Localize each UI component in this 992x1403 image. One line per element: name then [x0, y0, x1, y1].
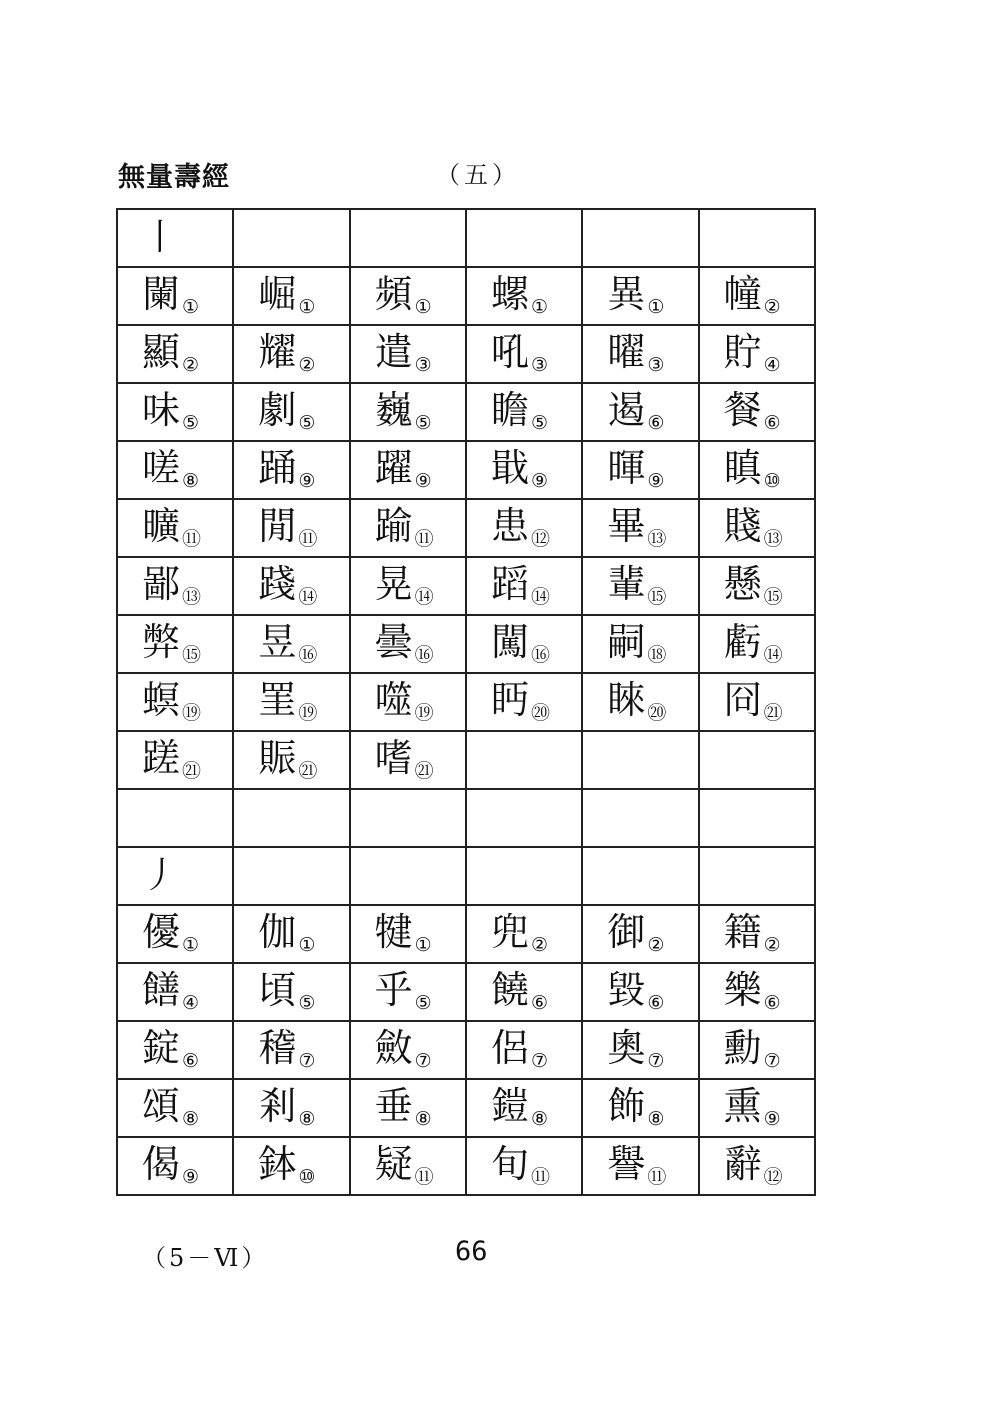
character: 瞋	[723, 446, 762, 491]
table-cell	[466, 209, 582, 267]
character: 犍	[374, 910, 413, 955]
table-cell	[582, 1021, 698, 1079]
table-cell	[699, 209, 815, 267]
character: 嗣	[607, 620, 646, 665]
table-cell	[233, 1079, 349, 1137]
table-cell	[699, 673, 815, 731]
table-cell	[582, 1079, 698, 1137]
table-cell	[350, 963, 466, 1021]
character-table	[116, 208, 816, 1196]
table-cell	[117, 325, 233, 383]
character: 乎	[374, 968, 413, 1013]
table-cell	[350, 905, 466, 963]
table-cell	[582, 441, 698, 499]
character: 譽	[607, 1142, 646, 1187]
table-cell	[466, 383, 582, 441]
table-row	[117, 673, 815, 731]
table-row	[117, 267, 815, 325]
table-cell	[582, 731, 698, 789]
character: 睞	[607, 678, 646, 723]
footnote-number: ㉑	[298, 759, 318, 782]
character: 兜	[490, 910, 529, 955]
character: 螺	[490, 272, 529, 317]
character: 躍	[374, 446, 413, 491]
character: 畢	[607, 504, 646, 549]
footnote-number: ⑥	[182, 1049, 200, 1072]
character: 偈	[142, 1142, 181, 1187]
character: 噬	[374, 678, 413, 723]
character: 飾	[607, 1084, 646, 1129]
footnote-number: ⑧	[414, 1107, 432, 1130]
table-cell	[466, 673, 582, 731]
table-cell	[699, 963, 815, 1021]
character: 遣	[374, 330, 413, 375]
character: 弊	[142, 620, 181, 665]
table-cell	[233, 557, 349, 615]
page-number: 66	[455, 1236, 488, 1267]
table-cell	[699, 615, 815, 673]
table-cell	[582, 383, 698, 441]
footnote-number: ⑧	[298, 1107, 316, 1130]
footnote-number: ⑭	[298, 585, 318, 608]
footnote-number: ①	[414, 933, 432, 956]
table-cell	[699, 789, 815, 847]
table-cell	[350, 1137, 466, 1195]
footnote-number: ③	[647, 353, 665, 376]
table-cell	[233, 267, 349, 325]
footnote-number: ⑧	[182, 469, 200, 492]
table-cell	[699, 325, 815, 383]
table-cell	[350, 209, 466, 267]
book-title: 無量壽經	[118, 162, 230, 193]
character: 賤	[723, 504, 762, 549]
character: 毀	[607, 968, 646, 1013]
character: 蹈	[490, 562, 529, 607]
character: 吼	[490, 330, 529, 375]
table-cell	[117, 209, 233, 267]
table-row	[117, 789, 815, 847]
table-cell	[233, 789, 349, 847]
character: 顯	[142, 330, 181, 375]
character: 勳	[723, 1026, 762, 1071]
character: 患	[490, 504, 529, 549]
table-cell	[466, 1137, 582, 1195]
footnote-number: ②	[298, 353, 316, 376]
footnote-number: ⑯	[414, 643, 434, 666]
table-cell	[699, 267, 815, 325]
character: 頌	[142, 1084, 181, 1129]
table-cell	[117, 1021, 233, 1079]
footnote-number: ⑨	[531, 469, 549, 492]
table-cell	[582, 905, 698, 963]
table-cell	[117, 267, 233, 325]
footnote-number: ⑤	[531, 411, 549, 434]
footnote-number: ⑨	[647, 469, 665, 492]
table-cell	[117, 905, 233, 963]
table-row	[117, 1079, 815, 1137]
footnote-number: ⑲	[298, 701, 318, 724]
footnote-number: ②	[647, 933, 665, 956]
footnote-number: ①	[182, 295, 200, 318]
character: 斂	[374, 1026, 413, 1071]
character: 踐	[258, 562, 297, 607]
character: 鉢	[258, 1142, 297, 1187]
character: 晃	[374, 562, 413, 607]
table-cell	[350, 847, 466, 905]
character: 鎧	[490, 1084, 529, 1129]
footnote-number: ①	[414, 295, 432, 318]
footnote-number: ⑮	[763, 585, 783, 608]
footnote-number: ⑩	[763, 469, 781, 492]
table-cell	[233, 383, 349, 441]
table-cell	[582, 267, 698, 325]
footnote-number: ⑥	[763, 411, 781, 434]
footnote-number: ⑪	[531, 1165, 551, 1188]
table-cell	[582, 789, 698, 847]
table-cell	[699, 731, 815, 789]
character: 曠	[142, 504, 181, 549]
table-cell	[466, 615, 582, 673]
character: 冏	[723, 678, 762, 723]
footer-code: （5－Ⅵ）	[142, 1244, 269, 1272]
footnote-number: ⑦	[298, 1049, 316, 1072]
character: 昱	[258, 620, 297, 665]
table-row	[117, 441, 815, 499]
table-cell	[466, 267, 582, 325]
table-cell	[466, 557, 582, 615]
table-cell	[117, 1137, 233, 1195]
footnote-number: ⑧	[647, 1107, 665, 1130]
table-cell	[117, 499, 233, 557]
table-cell	[350, 789, 466, 847]
character: 闌	[142, 272, 181, 317]
table-cell	[466, 499, 582, 557]
footnote-number: ①	[182, 933, 200, 956]
character: 鄙	[142, 562, 181, 607]
table-cell	[117, 789, 233, 847]
table-cell	[582, 499, 698, 557]
table-cell	[233, 1137, 349, 1195]
footnote-number: ⑨	[414, 469, 432, 492]
footnote-number: ⑨	[763, 1107, 781, 1130]
footnote-number: ⑯	[531, 643, 551, 666]
character: 頃	[258, 968, 297, 1013]
character: 剎	[258, 1084, 297, 1129]
table-cell	[582, 963, 698, 1021]
character: 遏	[607, 388, 646, 433]
footnote-number: ⑫	[531, 527, 551, 550]
table-cell	[233, 1021, 349, 1079]
character: 幢	[723, 272, 762, 317]
character: 饍	[142, 968, 181, 1013]
character: 侶	[490, 1026, 529, 1071]
table-cell	[350, 673, 466, 731]
table-cell	[117, 847, 233, 905]
character: 罣	[258, 678, 297, 723]
table-cell	[582, 325, 698, 383]
footnote-number: ⑪	[414, 527, 434, 550]
footnote-number: ⑤	[182, 411, 200, 434]
character: 旬	[490, 1142, 529, 1187]
footnote-number: ⑥	[647, 991, 665, 1014]
character: 劇	[258, 388, 297, 433]
table-row	[117, 325, 815, 383]
footnote-number: ⑪	[647, 1165, 667, 1188]
character: 御	[607, 910, 646, 955]
footnote-number: ⑲	[414, 701, 434, 724]
footnote-number: ⑫	[763, 1165, 783, 1188]
footnote-number: ㉑	[182, 759, 202, 782]
table-cell	[350, 441, 466, 499]
table-row	[117, 905, 815, 963]
footnote-number: ⑤	[414, 991, 432, 1014]
table-cell	[466, 789, 582, 847]
table-cell	[350, 267, 466, 325]
character: 踰	[374, 504, 413, 549]
table-cell	[699, 1079, 815, 1137]
table-cell	[233, 325, 349, 383]
footnote-number: ⑤	[298, 991, 316, 1014]
character: 耀	[258, 330, 297, 375]
table-cell	[350, 499, 466, 557]
radical-row	[117, 209, 815, 267]
character: 蹉	[142, 736, 181, 781]
footnote-number: ⑦	[414, 1049, 432, 1072]
radical-label: 丨	[142, 217, 179, 258]
footnote-number: ⑨	[298, 469, 316, 492]
character: 垂	[374, 1084, 413, 1129]
table-cell	[582, 847, 698, 905]
table-cell	[117, 557, 233, 615]
character: 曇	[374, 620, 413, 665]
character: 伽	[258, 910, 297, 955]
table-cell	[466, 905, 582, 963]
table-cell	[350, 731, 466, 789]
footnote-number: ⑦	[763, 1049, 781, 1072]
footnote-number: ⑦	[647, 1049, 665, 1072]
character: 餐	[723, 388, 762, 433]
footnote-number: ⑮	[647, 585, 667, 608]
table-cell	[699, 847, 815, 905]
table-cell	[582, 209, 698, 267]
character: 饒	[490, 968, 529, 1013]
table-cell	[233, 963, 349, 1021]
table-cell	[117, 1079, 233, 1137]
character: 懸	[723, 562, 762, 607]
footnote-number: ⑧	[531, 1107, 549, 1130]
character: 闖	[490, 620, 529, 665]
table-cell	[117, 963, 233, 1021]
character: 辭	[723, 1142, 762, 1187]
footnote-number: ⑨	[182, 1165, 200, 1188]
footnote-number: ⑮	[182, 643, 202, 666]
character: 奧	[607, 1026, 646, 1071]
table-cell	[699, 1021, 815, 1079]
character: 戢	[490, 446, 529, 491]
character: 貯	[723, 330, 762, 375]
table-cell	[117, 731, 233, 789]
footnote-number: ⑥	[531, 991, 549, 1014]
footnote-number: ⑤	[414, 411, 432, 434]
table-row	[117, 383, 815, 441]
table-row	[117, 557, 815, 615]
table-cell	[699, 557, 815, 615]
table-cell	[117, 441, 233, 499]
character: 賑	[258, 736, 297, 781]
character: 虧	[723, 620, 762, 665]
table-cell	[350, 1021, 466, 1079]
table-cell	[350, 383, 466, 441]
character: 優	[142, 910, 181, 955]
footnote-number: ②	[182, 353, 200, 376]
footnote-number: ㉑	[414, 759, 434, 782]
character: 疑	[374, 1142, 413, 1187]
footnote-number: ⑱	[647, 643, 667, 666]
character: 踊	[258, 446, 297, 491]
character: 樂	[723, 968, 762, 1013]
table-cell	[350, 557, 466, 615]
character: 嗜	[374, 736, 413, 781]
footnote-number: ⑪	[298, 527, 318, 550]
table-cell	[582, 673, 698, 731]
footnote-number: ②	[531, 933, 549, 956]
character: 錠	[142, 1026, 181, 1071]
table-cell	[582, 1137, 698, 1195]
character: 瞻	[490, 388, 529, 433]
footnote-number: ⑥	[647, 411, 665, 434]
table-cell	[233, 209, 349, 267]
character: 輩	[607, 562, 646, 607]
table-cell	[466, 963, 582, 1021]
table-cell	[582, 615, 698, 673]
footnote-number: ⑧	[182, 1107, 200, 1130]
footnote-number: ⑦	[531, 1049, 549, 1072]
volume-label: （五）	[436, 161, 520, 189]
footnote-number: ⑳	[531, 701, 551, 724]
footnote-number: ⑥	[763, 991, 781, 1014]
footnote-number: ①	[647, 295, 665, 318]
footnote-number: ㉑	[763, 701, 783, 724]
table-row	[117, 963, 815, 1021]
table-cell	[466, 325, 582, 383]
table-cell	[466, 441, 582, 499]
table-cell	[466, 847, 582, 905]
footnote-number: ⑲	[182, 701, 202, 724]
table-cell	[699, 441, 815, 499]
footnote-number: ③	[414, 353, 432, 376]
table-cell	[699, 383, 815, 441]
table-cell	[233, 673, 349, 731]
table-cell	[233, 615, 349, 673]
table-cell	[117, 615, 233, 673]
table-cell	[582, 557, 698, 615]
table-cell	[233, 731, 349, 789]
character: 稽	[258, 1026, 297, 1071]
character: 螟	[142, 678, 181, 723]
footnote-number: ⑤	[298, 411, 316, 434]
table-cell	[117, 383, 233, 441]
table-cell	[233, 499, 349, 557]
character: 熏	[723, 1084, 762, 1129]
footnote-number: ⑩	[298, 1165, 316, 1188]
table-cell	[233, 847, 349, 905]
character: 異	[607, 272, 646, 317]
footnote-number: ⑪	[182, 527, 202, 550]
footnote-number: ②	[763, 295, 781, 318]
table-cell	[699, 905, 815, 963]
radical-label: 丿	[142, 855, 179, 896]
table-cell	[233, 905, 349, 963]
character: 眄	[490, 678, 529, 723]
character: 暉	[607, 446, 646, 491]
table-row	[117, 731, 815, 789]
footnote-number: ⑬	[182, 585, 202, 608]
table-cell	[466, 1079, 582, 1137]
table-row	[117, 1137, 815, 1195]
table-cell	[350, 1079, 466, 1137]
footnote-number: ①	[531, 295, 549, 318]
footnote-number: ⑯	[298, 643, 318, 666]
character: 籍	[723, 910, 762, 955]
table-cell	[350, 615, 466, 673]
table-cell	[233, 441, 349, 499]
footnote-number: ⑭	[531, 585, 551, 608]
table-cell	[117, 673, 233, 731]
character: 閒	[258, 504, 297, 549]
table-cell	[699, 499, 815, 557]
character: 崛	[258, 272, 297, 317]
footnote-number: ③	[531, 353, 549, 376]
character: 嗟	[142, 446, 181, 491]
radical-row	[117, 847, 815, 905]
footnote-number: ⑭	[414, 585, 434, 608]
table-cell	[466, 731, 582, 789]
character: 巍	[374, 388, 413, 433]
footnote-number: ⑳	[647, 701, 667, 724]
character: 曜	[607, 330, 646, 375]
footnote-number: ⑬	[647, 527, 667, 550]
footnote-number: ④	[763, 353, 781, 376]
table-row	[117, 499, 815, 557]
table-row	[117, 615, 815, 673]
table-cell	[699, 1137, 815, 1195]
character: 味	[142, 388, 181, 433]
character: 頻	[374, 272, 413, 317]
footnote-number: ④	[182, 991, 200, 1014]
footnote-number: ⑪	[414, 1165, 434, 1188]
table-cell	[350, 325, 466, 383]
table-cell	[466, 1021, 582, 1079]
footnote-number: ①	[298, 295, 316, 318]
footnote-number: ⑬	[763, 527, 783, 550]
footnote-number: ①	[298, 933, 316, 956]
table-row	[117, 1021, 815, 1079]
footnote-number: ②	[763, 933, 781, 956]
footnote-number: ⑭	[763, 643, 783, 666]
